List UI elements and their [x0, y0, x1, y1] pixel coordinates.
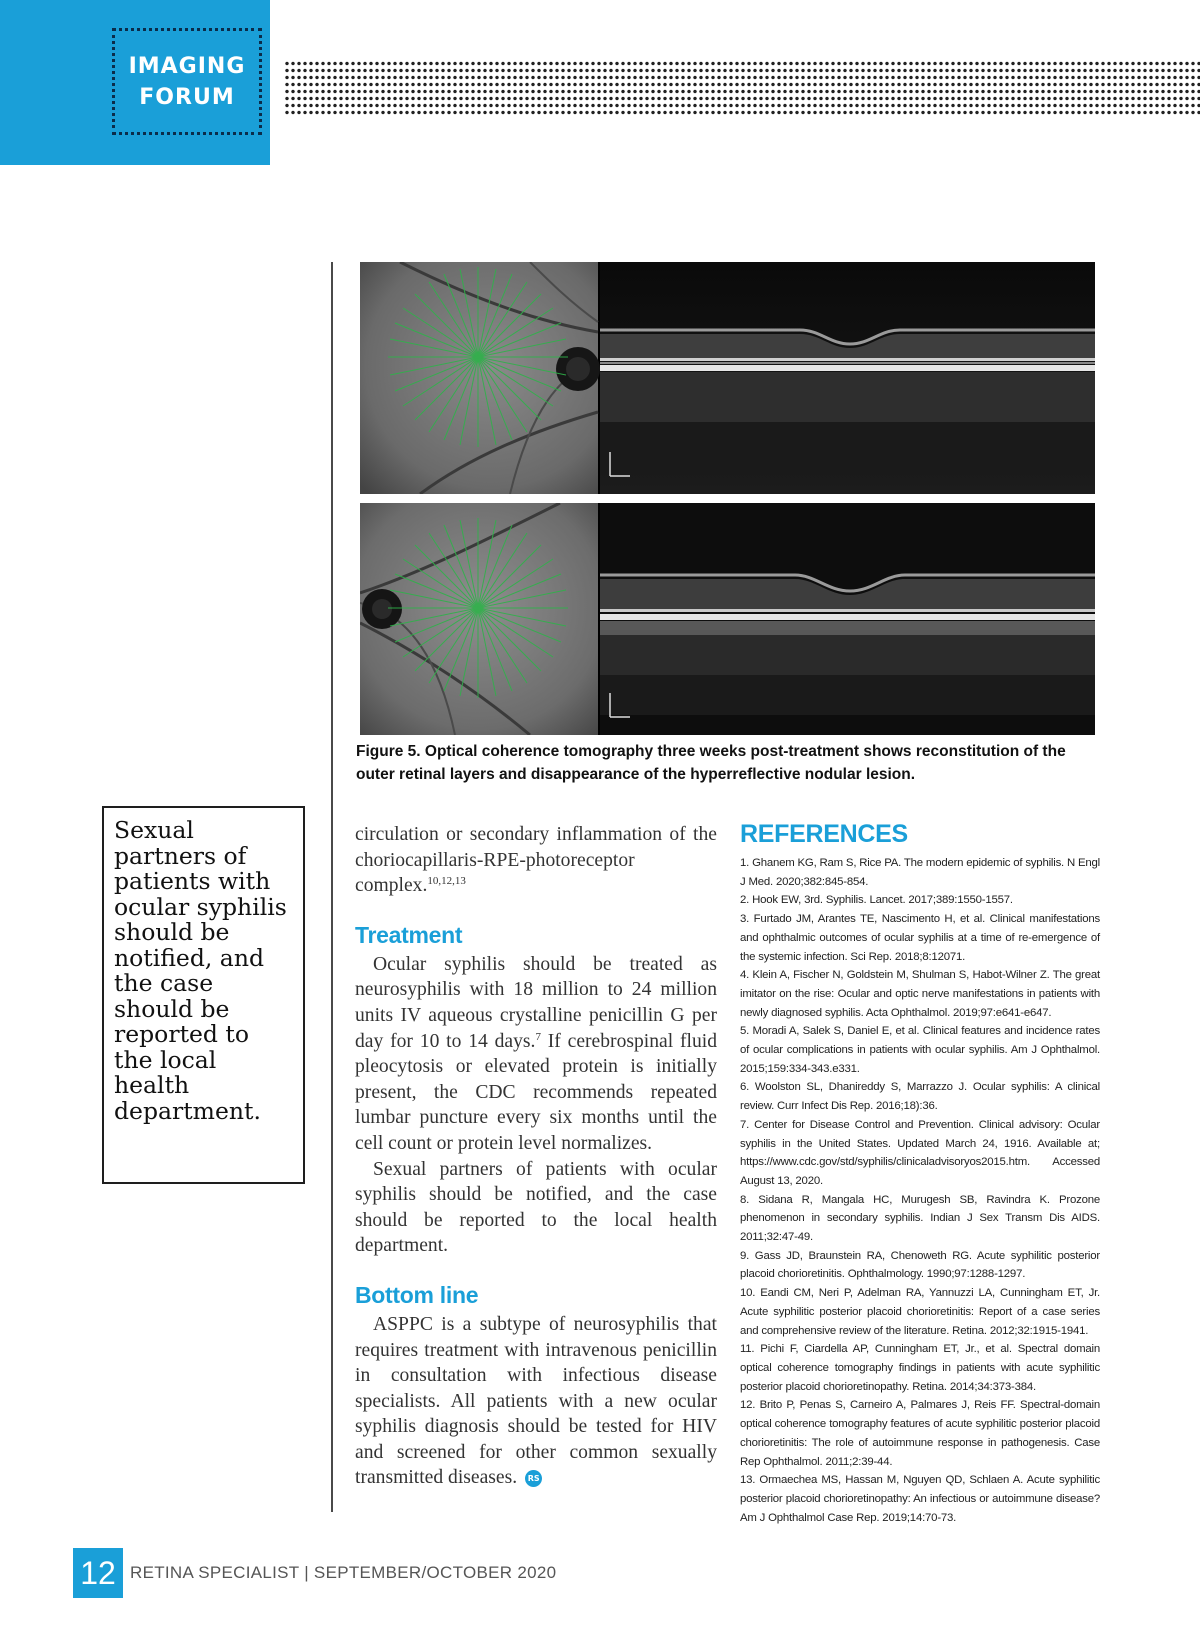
references-section	[740, 820, 1100, 1527]
citation-superscript: 7	[535, 1030, 541, 1043]
fundus-image-top	[360, 262, 600, 494]
reference-item: 8. Sidana R, Mangala HC, Murugesh SB, Ravindra K. Prozone phenomenon in secondary syphilis. Indian J Sex Transm Dis AIDS. 2011;32:47-49.	[740, 1193, 1100, 1244]
intro-paragraph	[355, 822, 717, 899]
treatment-heading: Treatment	[355, 921, 463, 948]
reference-item: 5. Moradi A, Salek S, Daniel E, et al. Clinical features and incidence rates of ocular complications in patients with ocular syphilis. Am J Ophthalmol. 2015;159:334-343.e331.	[740, 1025, 1100, 1075]
reference-item: 13. Ormaechea MS, Hassan M, Nguyen QD, Schlaen A. Acute syphilitic posterior placoid chorioretinopathy: An infectious or autoimmune disease? Am J Ophthalmol Case Rep. 2019;14:70-73.	[740, 1474, 1100, 1524]
treatment-paragraph-1	[355, 952, 717, 1157]
section-badge-frame	[112, 28, 262, 135]
intro-text: circulation or secondary inflammation of the choriocapillaris-RPE-photoreceptor complex.	[355, 824, 717, 897]
reference-item: 3. Furtado JM, Arantes TE, Nascimento H, et al. Clinical manifestations and ophthalmic outcomes of ocular syphilis at a time of re-emergence of the systemic infection. Sci Rep. 2018;8:12071.	[740, 913, 1100, 963]
reference-item: 2. Hook EW, 3rd. Syphilis. Lancet. 2017;389:1550-1557.	[740, 894, 1013, 907]
treatment-text-b: If cerebrospinal fluid pleocytosis or elevated protein is initially present, the CDC recommends repeated lumbar puncture every six months until the cell count or protein level normalizes.	[355, 1030, 717, 1154]
treatment-text-a: Ocular syphilis should be treated as neurosyphilis with 18 million to 24 million units IV aqueous crystalline penicillin G per day for 10 to 14 days.	[355, 953, 717, 1052]
oct-figure-top	[360, 262, 1095, 494]
page-number: 12	[73, 1548, 123, 1598]
section-badge-line2: FORUM	[139, 84, 235, 110]
citation-superscript: 10,12,13	[427, 875, 466, 888]
treatment-paragraph-2: Sexual partners of patients with ocular syphilis should be notified, and the case should be reported to the local health department.	[355, 1158, 717, 1257]
rs-end-logo-icon: RS	[525, 1470, 542, 1487]
reference-item: 11. Pichi F, Ciardella AP, Cunningham ET, Jr., et al. Spectral domain optical coherence tomography findings in patients with acute syphilitic posterior placoid chorioretinopathy. Retina. 2014;34:373-384.	[740, 1343, 1100, 1393]
references-list	[740, 854, 1100, 1527]
figure-caption: Figure 5. Optical coherence tomography three weeks post-treatment shows reconstitution of the outer retinal layers and disappearance of the hyperreflective nodular lesion.	[356, 743, 1066, 783]
reference-item: 6. Woolston SL, Dhanireddy S, Marrazzo J. Ocular syphilis: A clinical review. Curr Infect Dis Rep. 2016;18):36.	[740, 1081, 1100, 1113]
section-badge-line1: IMAGING	[128, 53, 246, 79]
oct-bscan-top	[600, 262, 1095, 494]
fundus-image-bottom	[360, 503, 598, 735]
publication-footer: RETINA SPECIALIST | SEPTEMBER/OCTOBER 2020	[130, 1563, 557, 1582]
reference-item: 7. Center for Disease Control and Prevention. Clinical advisory: Ocular syphilis in the United States. Updated March 24, 1916. Available at; https://www.cdc.gov/std/syphilis/clinicaladvisoryos2015.htm. Accessed August 13, 2020.	[740, 1118, 1100, 1187]
reference-item: 1. Ghanem KG, Ram S, Rice PA. The modern epidemic of syphilis. N Engl J Med. 2020;382:845-854.	[740, 857, 1100, 888]
references-heading: REFERENCES	[740, 820, 908, 848]
bottom-line-text: ASPPC is a subtype of neurosyphilis that requires treatment with intravenous penicillin in consultation with infectious disease specialists. All patients with a new ocular syphilis diagnosis should be tested for HIV and screened for other common sexually transmitted diseases.	[355, 1313, 717, 1489]
dotted-header-pattern	[284, 60, 1200, 116]
reference-item: 12. Brito P, Penas S, Carneiro A, Palmares J, Reis FF. Spectral-domain optical coherence tomography features of acute syphilitic posterior placoid chorioretinitis: The role of autoimmune response in pathogenesis. Case Rep Ophthalmol. 2011;2:39-44.	[740, 1399, 1100, 1468]
bottom-line-paragraph	[355, 1312, 717, 1491]
article-body	[355, 822, 717, 1491]
section-badge	[0, 0, 270, 165]
reference-item: 10. Eandi CM, Neri P, Adelman RA, Yannuzzi LA, Cunningham ET, Jr. Acute syphilitic posterior placoid chorioretinitis: Report of a case series and comprehensive review of the literature. Retina. 2012;32:1915-1941.	[740, 1287, 1100, 1337]
pull-quote-text: Sexual partners of patients with ocular syphilis should be notified, and the case should be reported to the local health department.	[114, 816, 287, 1125]
radial-scan-pattern-bottom	[388, 518, 568, 698]
bottom-line-heading: Bottom line	[355, 1281, 479, 1308]
column-divider	[331, 262, 333, 1512]
pull-quote-box	[102, 806, 305, 1184]
oct-figure-bottom	[360, 503, 1095, 735]
oct-bscan-bottom	[600, 503, 1095, 735]
reference-item: 9. Gass JD, Braunstein RA, Chenoweth RG. Acute syphilitic posterior placoid chorioretinitis. Ophthalmology. 1990;97:1288-1297.	[740, 1249, 1100, 1281]
radial-scan-pattern-top	[388, 267, 568, 447]
reference-item: 4. Klein A, Fischer N, Goldstein M, Shulman S, Habot-Wilner Z. The great imitator on the rise: Ocular and optic nerve manifestations in patients with newly diagnosed syphilis. Acta Ophthalmol. 2019;97:e641-e647.	[740, 969, 1100, 1019]
